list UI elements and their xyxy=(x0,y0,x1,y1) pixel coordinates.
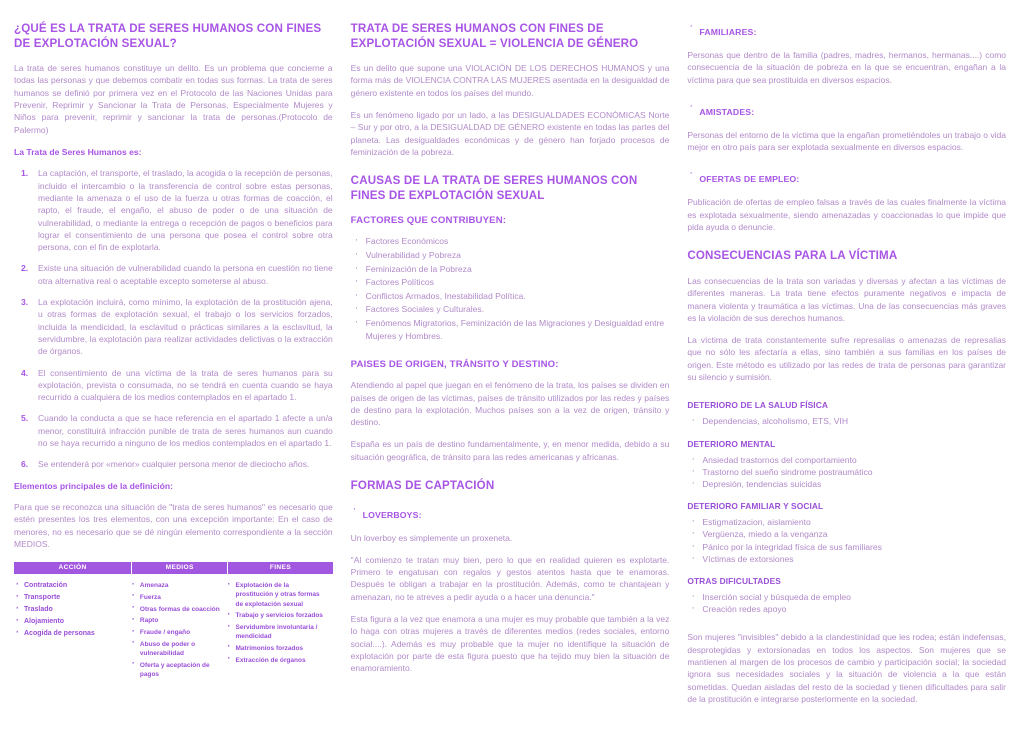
list-item: · Traslado xyxy=(16,605,126,615)
list-item: · Estigmatizacion, aislamiento xyxy=(687,516,1006,528)
list-item: · Transporte xyxy=(16,593,126,603)
intro-paragraph: La trata de seres humanos constituye un delito. Es un problema que concierne a todas las personas y que debemos combatir en todas sus formas. La trata de seres humanos se definió por primera vez en el Protocolo de las Naciones Unidas para Prevenir, Reprimir y Sancionar la Trata de Personas, Especialmente Mujeres y Niños para prevenir, reprimir y sancionar la trata de personas.(Protocolo de Palermo) xyxy=(14,63,333,135)
elements-bold-line: Elementos principales de la definición: xyxy=(14,480,174,491)
gender-violence-title: TRATA DE SERES HUMANOS CON FINES DE EXPLOTACIÓN SEXUAL = VIOLENCIA DE GÉNERO xyxy=(350,22,639,50)
list-item: · Otras formas de coacción xyxy=(132,605,222,614)
ofertas-empleo-label: OFERTAS DE EMPLEO: xyxy=(699,174,800,185)
accion-list xyxy=(16,581,126,639)
list-item: · Abuso de poder o vulnerabilidad xyxy=(132,640,222,658)
consequences-paragraph-1: Las consecuencias de la trata son variadas y diversas y afectan a las víctimas de diferentes maneras. La trata tiene efectos puramente negativos e impacta de manera violenta y traumática a las víctimas. Una de las consecuencias más graves es la violación de sus derechos humanos. xyxy=(687,275,1007,323)
group-heading: OTRAS DIFICULTADES xyxy=(687,575,781,586)
list-item: · Dependencias, alcoholismo, ETS, VIH xyxy=(687,415,1006,427)
list-item: El consentimiento de una víctima de la trata de seres humanos para su explotación, prevista o consumada, no se tendrá en cuenta cuando se haya recurrido a cualquiera de los medios contemplados en el apartado 1. xyxy=(38,367,333,403)
countries-paragraph-2: España es un país de destino fundamentalmente, y, en menor medida, debido a su situación geográfica, de tránsito para las redes americanas y africanas. xyxy=(350,439,670,462)
list-item: · Factores Económicos xyxy=(351,235,670,248)
list-item: · Trastorno del sueño sindrome postraumático xyxy=(687,466,1006,478)
closing-paragraph: Son mujeres "invisibles" debido a la clandestinidad que les rodea; están indefensas, desprotegidas y extorsionadas en todos los aspectos. Son mujeres que se mantienen al margen de los procesos de cambio y participación social; la sociedad ignora sus necesidades sociales y la situación de violencia a la que están sometidas. Quedan aisladas del resto de la sociedad y tienen dificultades para salir de la prostitución e integrarse posteriormente en la sociedad. xyxy=(687,632,1007,704)
list-item: · Contratación xyxy=(16,581,126,591)
list-item: · Inserción social y búsqueda de empleo xyxy=(687,591,1006,603)
list-item: · Extracción de órganos xyxy=(228,656,327,665)
list-item: La explotación incluirá, como mínimo, la explotación de la prostitución ajena, u otras formas de explotación sexual, el trabajo o los servicios forzados, incluida la mendicidad, la esclavitud o prácticas similares a la esclavitud, la servidumbre, la explotación para realizar actividades delictivas o la extracción de órganos. xyxy=(38,297,333,357)
loverboys-paragraph-2: Esta figura a la vez que enamora a una mujer es muy probable que también a la vez lo haga con otras mujeres a través de diferentes medios (redes sociales, entorno social....). Además es muy probable que la mujer no identifique la situación de explotación por parte de esta figura puesto que ha tejido muy bien la situación de enamoramiento. xyxy=(350,614,670,674)
gender-violence-paragraph-2: Es un fenómeno ligado por un lado, a las DESIGUALDADES ECONÓMICAS Norte – Sur y por otro, a la DESIGUALDAD DE GÉNERO existente en todas las partes del planeta. Las desigualdades económicas y de género han forjado procesos de feminización de la pobreza. xyxy=(350,110,670,157)
table-column-header-medios: MEDIOS xyxy=(132,562,228,574)
list-item: · Factores Sociales y Culturales. xyxy=(351,303,670,316)
table-column-header-fines: FINES xyxy=(269,564,291,572)
familiares-label: FAMILIARES: xyxy=(699,27,757,37)
list-item: · Explotación de la prostitución y otras formas de explotación sexual xyxy=(228,581,327,609)
page-title: ¿QUÉ ES LA TRATA DE SERES HUMANOS CON FINES DE EXPLOTACIÓN SEXUAL? xyxy=(14,22,322,50)
group-list xyxy=(687,415,1006,427)
group-list xyxy=(687,591,1006,615)
group-familiar-social xyxy=(687,500,1006,565)
table-cell-fines xyxy=(228,581,333,681)
intro-bold-line: La Trata de Seres Humanos es: xyxy=(14,146,142,157)
list-item: Se entenderá por «menor» cualquier persona menor de dieciocho años. xyxy=(38,459,310,470)
column-three xyxy=(687,22,1010,732)
loverboys-quote: "Al comienzo te tratan muy bien, pero lo que en realidad quieren es explotarte. Primero te engatusan con regalos y gestos atentos hasta que te enamoras. Después te obligan a trabajar en la prostitución. Además, como te chantajean y amenazan, no te atreves a pedir ayuda o a hacer una denuncia." xyxy=(350,554,670,602)
group-otras-dificultades xyxy=(687,575,1006,615)
familiares-heading xyxy=(687,22,1006,40)
ofertas-empleo-heading xyxy=(687,169,1006,187)
column-two xyxy=(351,22,688,732)
gender-violence-paragraph-1: Es un delito que supone una VIOLACIÓN DE LOS DERECHOS HUMANOS y una forma más de VIOLENCIA CONTRA LAS MUJERES asentada en la desigualdad de género existente en todos los países del mundo. xyxy=(350,63,670,98)
contributing-factors-subtitle: FACTORES QUE CONTRIBUYEN: xyxy=(350,215,507,227)
table-column-header-accion: ACCIÓN xyxy=(14,562,132,574)
captation-title: FORMAS DE CAPTACIÓN xyxy=(350,478,495,492)
group-heading: DETERIORO FAMILIAR Y SOCIAL xyxy=(687,501,824,512)
countries-subtitle: PAISES DE ORIGEN, TRÁNSITO Y DESTINO: xyxy=(350,359,559,371)
list-item: · Oferta y aceptación de pagos xyxy=(132,661,222,679)
group-heading: DETERIORO MENTAL xyxy=(687,438,776,449)
familiares-paragraph: Personas que dentro de la familia (padres, madres, hermanos, hermanas....) como consecuencia de la situación de pobreza en la que se encuentran, engañan a la víctima para que sea prostituida en diversos espacios. xyxy=(687,50,1007,85)
list-item: La captación, el transporte, el traslado, la acogida o la recepción de personas, incluido el intercambio o la transferencia de control sobre estas personas, mediante la amenaza o el uso de la fuerza u otras formas de coacción, el rapto, el fraude, el engaño, el abuso de poder o de una situación de vulnerabilidad, o mediante la entrega o recepción de pagos o beneficios para lograr el consentimiento de una persona que posea el control sobre otra persona, con el fin de explotarla. xyxy=(38,168,333,253)
consequences-paragraph-2: La víctima de trata constantemente sufre represalias o amenazas de represalias que no sólo les afectaría a ellas, sino también a sus familias en los países de origen. Este método es utilizado por las redes de trata de personas para garantizar su silencio y sumisión. xyxy=(687,335,1007,383)
list-item: · Víctimas de extorsiones xyxy=(687,553,1006,565)
fines-list xyxy=(228,581,327,665)
list-item: · Vergüenza, miedo a la venganza xyxy=(687,528,1006,540)
table-cell-accion xyxy=(14,581,132,681)
list-item: · Pánico por la integridad física de sus familiares xyxy=(687,541,1006,553)
definition-numbered-list xyxy=(14,167,333,470)
loverboys-label: LOVERBOYS: xyxy=(362,509,422,520)
list-item: · Vulnerabilidad y Pobreza xyxy=(351,249,670,262)
causes-title: CAUSAS DE LA TRATA DE SERES HUMANOS CON FINES DE EXPLOTACIÓN SEXUAL xyxy=(350,174,638,202)
contributing-factors-list xyxy=(351,235,670,342)
list-item: Cuando la conducta a que se hace referencia en el apartado 1 afecte a un/a menor, constituirá infracción punible de trata de seres humanos aun cuando no se haya recurrido a ninguno de los medios contemplados en el apartado 1. xyxy=(38,413,333,449)
column-one xyxy=(14,22,351,732)
list-item: · Alojamiento xyxy=(16,617,126,627)
list-item: · Fraude / engaño xyxy=(132,628,222,637)
elements-paragraph: Para que se reconozca una situación de "trata de seres humanos" es necesario que estén presentes los tres elementos, con una excepción importante: En el caso de menores, no es necesario que se dé ningún elemento correspondiente a la sección MEDIOS. xyxy=(14,502,333,549)
medios-list xyxy=(132,581,222,679)
ofertas-empleo-paragraph: Publicación de ofertas de empleo falsas a través de las cuales finalmente la víctima es explotada sexualmente, siendo amenazadas y coaccionadas lo que impide que pida ayuda o denuncie. xyxy=(687,197,1007,233)
table-cell-medios xyxy=(132,581,228,681)
consequences-title: CONSECUENCIAS PARA LA VÍCTIMA xyxy=(687,249,898,263)
list-item: · Matrimonios forzados xyxy=(228,644,327,653)
list-item: · Acogida de personas xyxy=(16,629,126,639)
list-item: · Rapto xyxy=(132,616,222,625)
loverboys-paragraph-1: Un loverboy es simplemente un proxeneta. xyxy=(350,532,513,543)
list-item: · Creación redes apoyo xyxy=(687,603,1006,615)
loverboys-heading xyxy=(351,505,670,523)
elements-matrix-table xyxy=(14,562,333,681)
list-item: · Conflictos Armados, Inestabilidad Política. xyxy=(351,290,670,303)
list-item: · Servidumbre involuntaria / mendicidad xyxy=(228,623,327,641)
group-heading: DETERIORO DE LA SALUD FÍSICA xyxy=(687,400,829,411)
list-item: Existe una situación de vulnerabilidad cuando la persona en cuestión no tiene otra alternativa real o aceptable excepto someterse al abuso. xyxy=(38,263,333,286)
group-salud-fisica xyxy=(687,399,1006,427)
list-item: · Amenaza xyxy=(132,581,222,590)
list-item: · Trabajo y servicios forzados xyxy=(228,611,327,620)
list-item: · Factores Políticos xyxy=(351,276,670,289)
table-body xyxy=(14,574,333,681)
table-header-row xyxy=(14,562,333,574)
list-item: · Depresión, tendencias suicidas xyxy=(687,478,1006,490)
amistades-heading xyxy=(687,102,1006,120)
group-deterioro-mental xyxy=(687,438,1006,491)
group-list xyxy=(687,454,1006,491)
group-list xyxy=(687,516,1006,565)
amistades-label: AMISTADES: xyxy=(699,106,755,117)
list-item: · Fuerza xyxy=(132,593,222,602)
amistades-paragraph: Personas del entorno de la víctima que la engañan prometiéndoles un trabajo o vida mejor en otro país para ser explotada sexualmente en diversos espacios. xyxy=(687,129,1007,153)
list-item: · Ansiedad trastornos del comportamiento xyxy=(687,454,1006,466)
countries-paragraph-1: Atendiendo al papel que juegan en el fenómeno de la trata, los países se dividen en países de origen de las víctimas, países de tránsito utilizados por las redes y países de destino para la explotación. Muchos países son a la vez de origen, tránsito y destino. xyxy=(350,380,670,428)
list-item: · Fenómenos Migratorios, Feminización de las Migraciones y Desigualdad entre Mujeres y Hombres. xyxy=(351,317,670,342)
list-item: · Feminización de la Pobreza xyxy=(351,263,670,276)
